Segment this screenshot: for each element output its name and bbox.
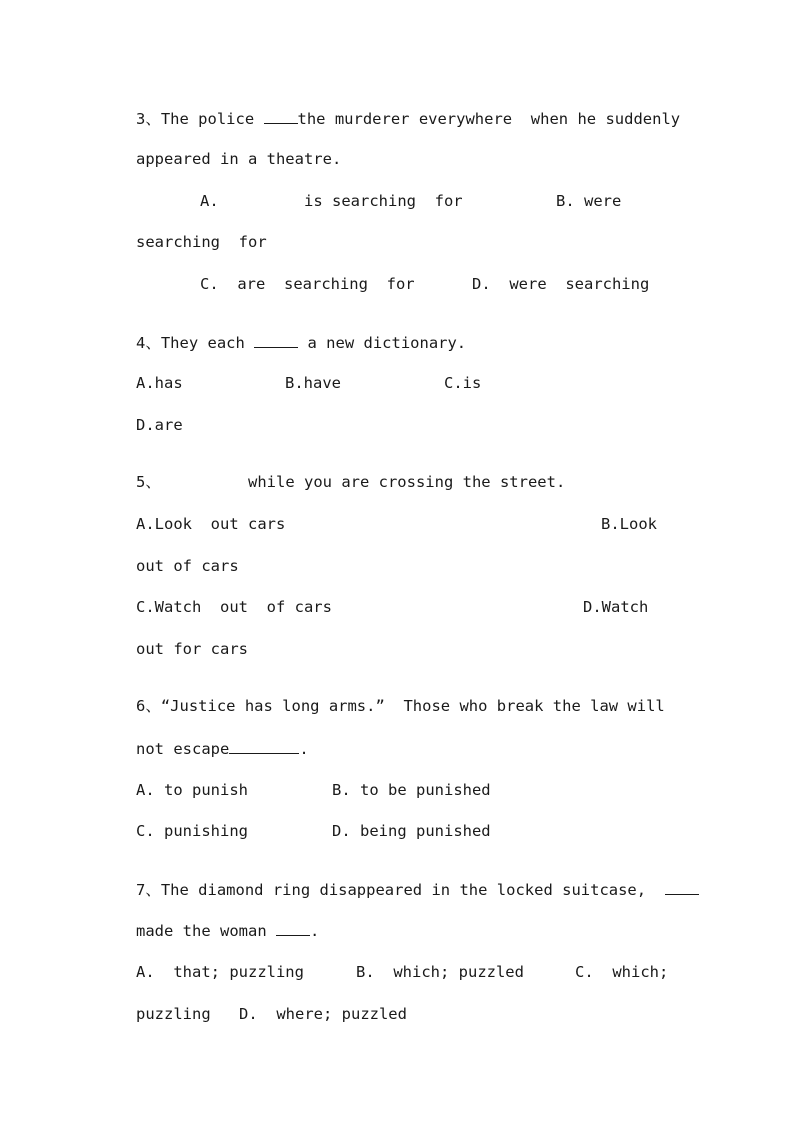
q6-stem-text: “Justice has long arms.” Those who break the law will bbox=[160, 697, 665, 715]
q3-option-a-text: is searching for bbox=[304, 192, 463, 210]
q4-stem-part2: a new dictionary. bbox=[298, 334, 467, 352]
q6-stem-line1 bbox=[136, 696, 665, 716]
q6-option-c: C. punishing bbox=[136, 822, 248, 840]
q5-number: 5、 bbox=[136, 473, 161, 491]
q4-blank bbox=[254, 332, 298, 348]
q3-blank bbox=[264, 108, 298, 124]
q4-option-b: B.have bbox=[285, 374, 341, 392]
q7-stem-part2: . bbox=[309, 922, 320, 940]
q6-option-d: D. being punished bbox=[332, 822, 491, 840]
q4-option-c: C.is bbox=[444, 374, 482, 392]
q4-stem bbox=[136, 332, 466, 353]
q7-stem-part1: made the woman bbox=[136, 922, 276, 940]
q7-option-d: D. where; puzzled bbox=[239, 1005, 407, 1023]
q5-option-b: B.Look bbox=[601, 515, 657, 533]
q6-stem-line2 bbox=[136, 738, 309, 759]
q5-option-a: A.Look out cars bbox=[136, 515, 286, 533]
q3-stem-line2: appeared in a theatre. bbox=[136, 150, 342, 168]
q7-option-a: A. that; puzzling bbox=[136, 963, 304, 981]
q6-number: 6、 bbox=[136, 697, 161, 715]
q5-option-d-continuation: out for cars bbox=[136, 640, 248, 658]
q6-stem-part2: . bbox=[299, 740, 309, 758]
q6-stem-part1: not escape bbox=[136, 740, 230, 758]
q7-number: 7、 bbox=[136, 881, 161, 899]
q7-stem-text: The diamond ring disappeared in the locked suitcase, bbox=[160, 881, 665, 899]
q7-blank-2 bbox=[276, 920, 310, 936]
q5-option-c: C.Watch out of cars bbox=[136, 598, 332, 616]
q4-number: 4、 bbox=[136, 334, 161, 352]
q3-option-b-text: were bbox=[584, 192, 622, 210]
q3-option-a-label: A. bbox=[200, 192, 219, 210]
q6-option-a: A. to punish bbox=[136, 781, 248, 799]
q3-option-c: C. are searching for bbox=[200, 275, 415, 293]
q3-stem-line1 bbox=[136, 108, 680, 129]
q3-option-b-label: B. bbox=[556, 192, 575, 210]
q5-stem: while you are crossing the street. bbox=[248, 473, 566, 491]
q4-stem-part1: They each bbox=[160, 334, 255, 352]
q7-option-c-continuation: puzzling bbox=[136, 1005, 211, 1023]
q6-blank bbox=[229, 738, 299, 754]
q7-stem-line2 bbox=[136, 920, 319, 941]
q3-stem-part1: The police bbox=[160, 110, 264, 128]
q7-option-c: C. which; bbox=[575, 963, 669, 981]
q3-stem-part2: the murderer everywhere when he suddenly bbox=[297, 110, 681, 128]
q4-option-a: A.has bbox=[136, 374, 183, 392]
q3-option-b-continuation: searching for bbox=[136, 233, 267, 251]
q3-number: 3、 bbox=[136, 110, 161, 128]
q7-blank-1 bbox=[665, 879, 699, 895]
q5-option-d: D.Watch bbox=[583, 598, 649, 616]
q6-option-b: B. to be punished bbox=[332, 781, 491, 799]
q7-stem-line1 bbox=[136, 879, 699, 900]
q7-option-b: B. which; puzzled bbox=[356, 963, 524, 981]
q3-option-d: D. were searching bbox=[472, 275, 650, 293]
q4-option-d: D.are bbox=[136, 416, 183, 434]
q5-option-b-continuation: out of cars bbox=[136, 557, 239, 575]
